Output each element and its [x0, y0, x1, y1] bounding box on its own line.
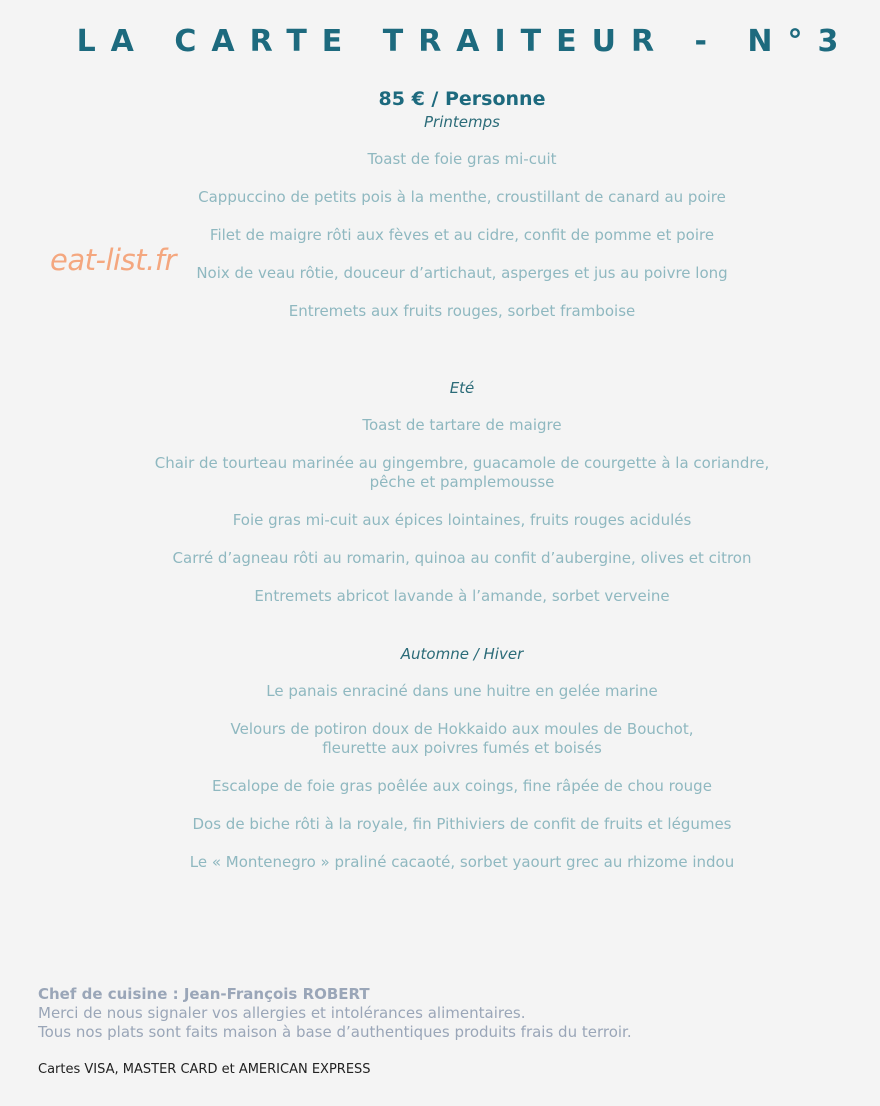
dish-ete-3: Foie gras mi-cuit aux épices lointaines, fruits rouges acidulés	[232, 511, 692, 529]
dish-automne-2-line1: Velours de potiron doux de Hokkaido aux moules de Bouchot,	[230, 720, 694, 738]
homemade-notice: Tous nos plats sont faits maison à base d’authentiques produits frais du terroir.	[38, 1023, 632, 1041]
dish-printemps-1: Toast de foie gras mi-cuit	[367, 150, 557, 168]
dish-automne-5: Le « Montenegro » praliné cacaoté, sorbet yaourt grec au rhizome indou	[189, 853, 735, 871]
dish-ete-1: Toast de tartare de maigre	[362, 416, 562, 434]
dish-automne-2-line2: fleurette aux poivres fumés et boisés	[322, 739, 602, 757]
dish-ete-5: Entremets abricot lavande à l’amande, sorbet verveine	[254, 587, 670, 605]
dish-ete-4: Carré d’agneau rôti au romarin, quinoa au confit d’aubergine, olives et citron	[172, 549, 752, 567]
dish-ete-2-line1: Chair de tourteau marinée au gingembre, guacamole de courgette à la coriandre,	[154, 454, 770, 472]
price-per-person: 85 € / Personne	[378, 88, 546, 110]
dish-printemps-3: Filet de maigre rôti aux fèves et au cidre, confit de pomme et poire	[209, 226, 715, 244]
chef-name: Chef de cuisine : Jean-François ROBERT	[38, 985, 370, 1003]
season-ete-heading: Eté	[449, 379, 475, 397]
dish-automne-3: Escalope de foie gras poêlée aux coings, fine râpée de chou rouge	[212, 777, 712, 795]
dish-ete-2-line2: pêche et pamplemousse	[369, 473, 555, 491]
dish-printemps-5: Entremets aux fruits rouges, sorbet framboise	[288, 302, 636, 320]
page-title: LA CARTE TRAITEUR - N°3	[76, 24, 854, 59]
watermark: eat-list.fr	[50, 243, 176, 277]
season-printemps-heading: Printemps	[424, 113, 500, 131]
dish-automne-4: Dos de biche rôti à la royale, fin Pithiviers de confit de fruits et légumes	[192, 815, 732, 833]
dish-printemps-4: Noix de veau rôtie, douceur d’artichaut, asperges et jus au poivre long	[196, 264, 728, 282]
allergy-notice: Merci de nous signaler vos allergies et intolérances alimentaires.	[38, 1004, 526, 1022]
dish-printemps-2: Cappuccino de petits pois à la menthe, croustillant de canard au poire	[198, 188, 726, 206]
dish-automne-1: Le panais enraciné dans une huitre en gelée marine	[266, 682, 658, 700]
accepted-cards: Cartes VISA, MASTER CARD et AMERICAN EXPRESS	[38, 1062, 371, 1077]
season-automne-heading: Automne / Hiver	[400, 645, 524, 663]
